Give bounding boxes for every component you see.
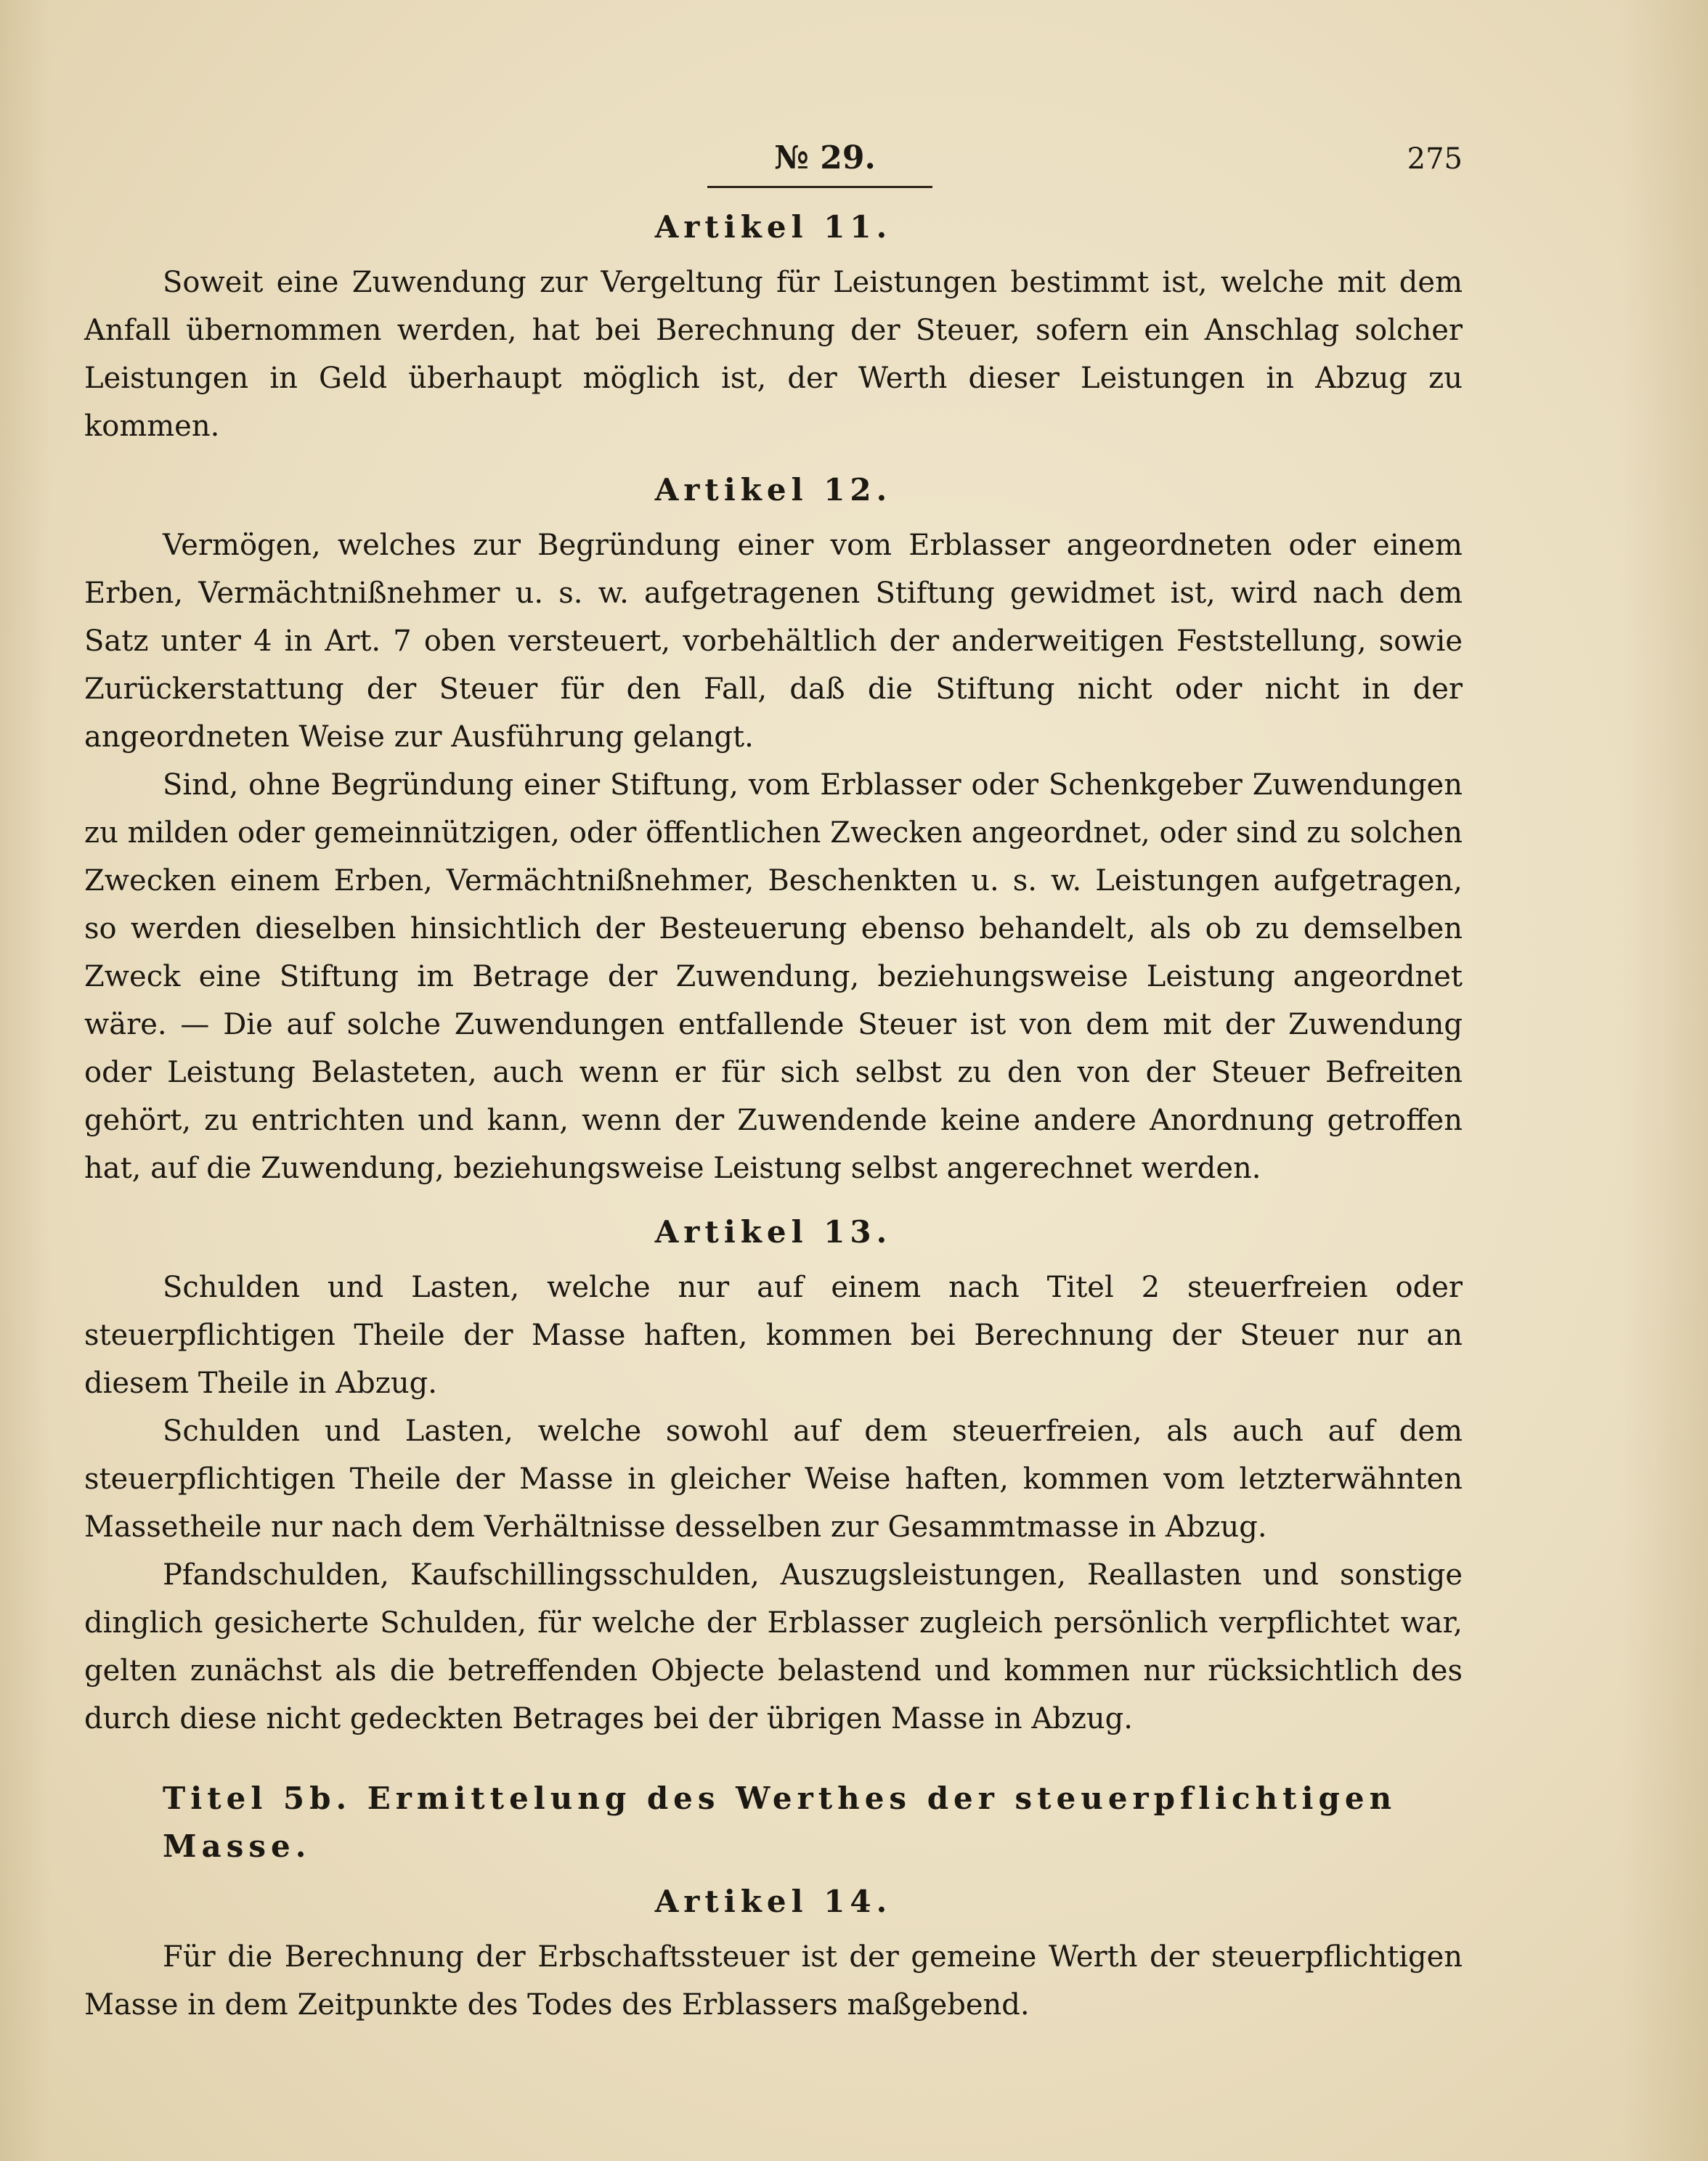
article-12-heading: Artikel 12. bbox=[654, 472, 892, 508]
issue-number: № 29. bbox=[774, 139, 876, 176]
article-11-heading: Artikel 11. bbox=[654, 209, 892, 245]
article-12-paragraph-1: Vermögen, welches zur Begründung einer vom Erblasser angeordneten oder einem Erben, Vermächtnißnehmer u. s. w. aufgetragenen Stiftung gewidmet ist, wird nach dem Satz unter 4 in Art. 7 oben versteuert, vorbehältlich der anderweitigen Feststellung, sowie Zurückerstattung der Steuer für den Fall, daß die Stiftung nicht oder nicht in der angeordneten Weise zur Ausführung gelangt. bbox=[84, 529, 1463, 754]
article-13-paragraph-3: Pfandschulden, Kaufschillingsschulden, Auszugsleistungen, Reallasten und sonstige dinglich gesicherte Schulden, für welche der Erblasser zugleich persönlich verpflichtet war, gelten zunächst als die betreffenden Objecte belastend und kommen nur rücksichtlich des durch diese nicht gedeckten Betrages bei der übrigen Masse in Abzug. bbox=[84, 1558, 1463, 1735]
text-block bbox=[84, 138, 1463, 2029]
article-13-paragraph-1: Schulden und Lasten, welche nur auf einem nach Titel 2 steuerfreien oder steuerpflichtigen Theile der Masse haften, kommen bei Berechnung der Steuer nur an diesem Theile in Abzug. bbox=[84, 1271, 1463, 1400]
article-13-paragraph-2: Schulden und Lasten, welche sowohl auf dem steuerfreien, als auch auf dem steuerpflichtigen Theile der Masse in gleicher Weise haften, kommen vom letzterwähnten Massetheile nur nach dem Verhältnisse desselben zur Gesammtmasse in Abzug. bbox=[84, 1415, 1463, 1544]
page-edge-shadow-right bbox=[1621, 0, 1708, 2161]
page-edge-shadow-left bbox=[0, 0, 51, 2161]
article-14-paragraph-1: Für die Berechnung der Erbschaftssteuer ist der gemeine Werth der steuerpflichtigen Masse in dem Zeitpunkte des Todes des Erblassers maßgebend. bbox=[84, 1940, 1463, 2022]
page-header bbox=[84, 138, 1463, 203]
article-11-paragraph-1: Soweit eine Zuwendung zur Vergeltung für Leistungen bestimmt ist, welche mit dem Anfall übernommen werden, hat bei Berechnung der Steuer, sofern ein Anschlag solcher Leistungen in Geld überhaupt möglich ist, der Werth dieser Leistungen in Abzug zu kommen. bbox=[84, 266, 1463, 443]
article-13-heading: Artikel 13. bbox=[654, 1214, 892, 1250]
issue-number-underline bbox=[707, 186, 932, 188]
article-12-paragraph-2: Sind, ohne Begründung einer Stiftung, vom Erblasser oder Schenkgeber Zuwendungen zu milden oder gemeinnützigen, oder öffentlichen Zwecken angeordnet, oder sind zu solchen Zwecken einem Erben, Vermächtnißnehmer, Beschenkten u. s. w. Leistungen aufgetragen, so werden dieselben hinsichtlich der Besteuerung ebenso behandelt, als ob zu demselben Zweck eine Stiftung im Betrage der Zuwendung, beziehungsweise Leistung angeordnet wäre. — Die auf solche Zuwendungen entfallende Steuer ist von dem mit der Zuwendung oder Leistung Belasteten, auch wenn er für sich selbst zu den von der Steuer Befreiten gehört, zu entrichten und kann, wenn der Zuwendende keine andere Anordnung getroffen hat, auf die Zuwendung, beziehungsweise Leistung selbst angerechnet werden. bbox=[84, 768, 1463, 1185]
page-number: 275 bbox=[1407, 142, 1463, 176]
article-14-heading: Artikel 14. bbox=[654, 1884, 892, 1919]
titel-5b-heading: Titel 5b. Ermittelung des Werthes der steuerpflichtigen Masse. bbox=[163, 1781, 1397, 1864]
